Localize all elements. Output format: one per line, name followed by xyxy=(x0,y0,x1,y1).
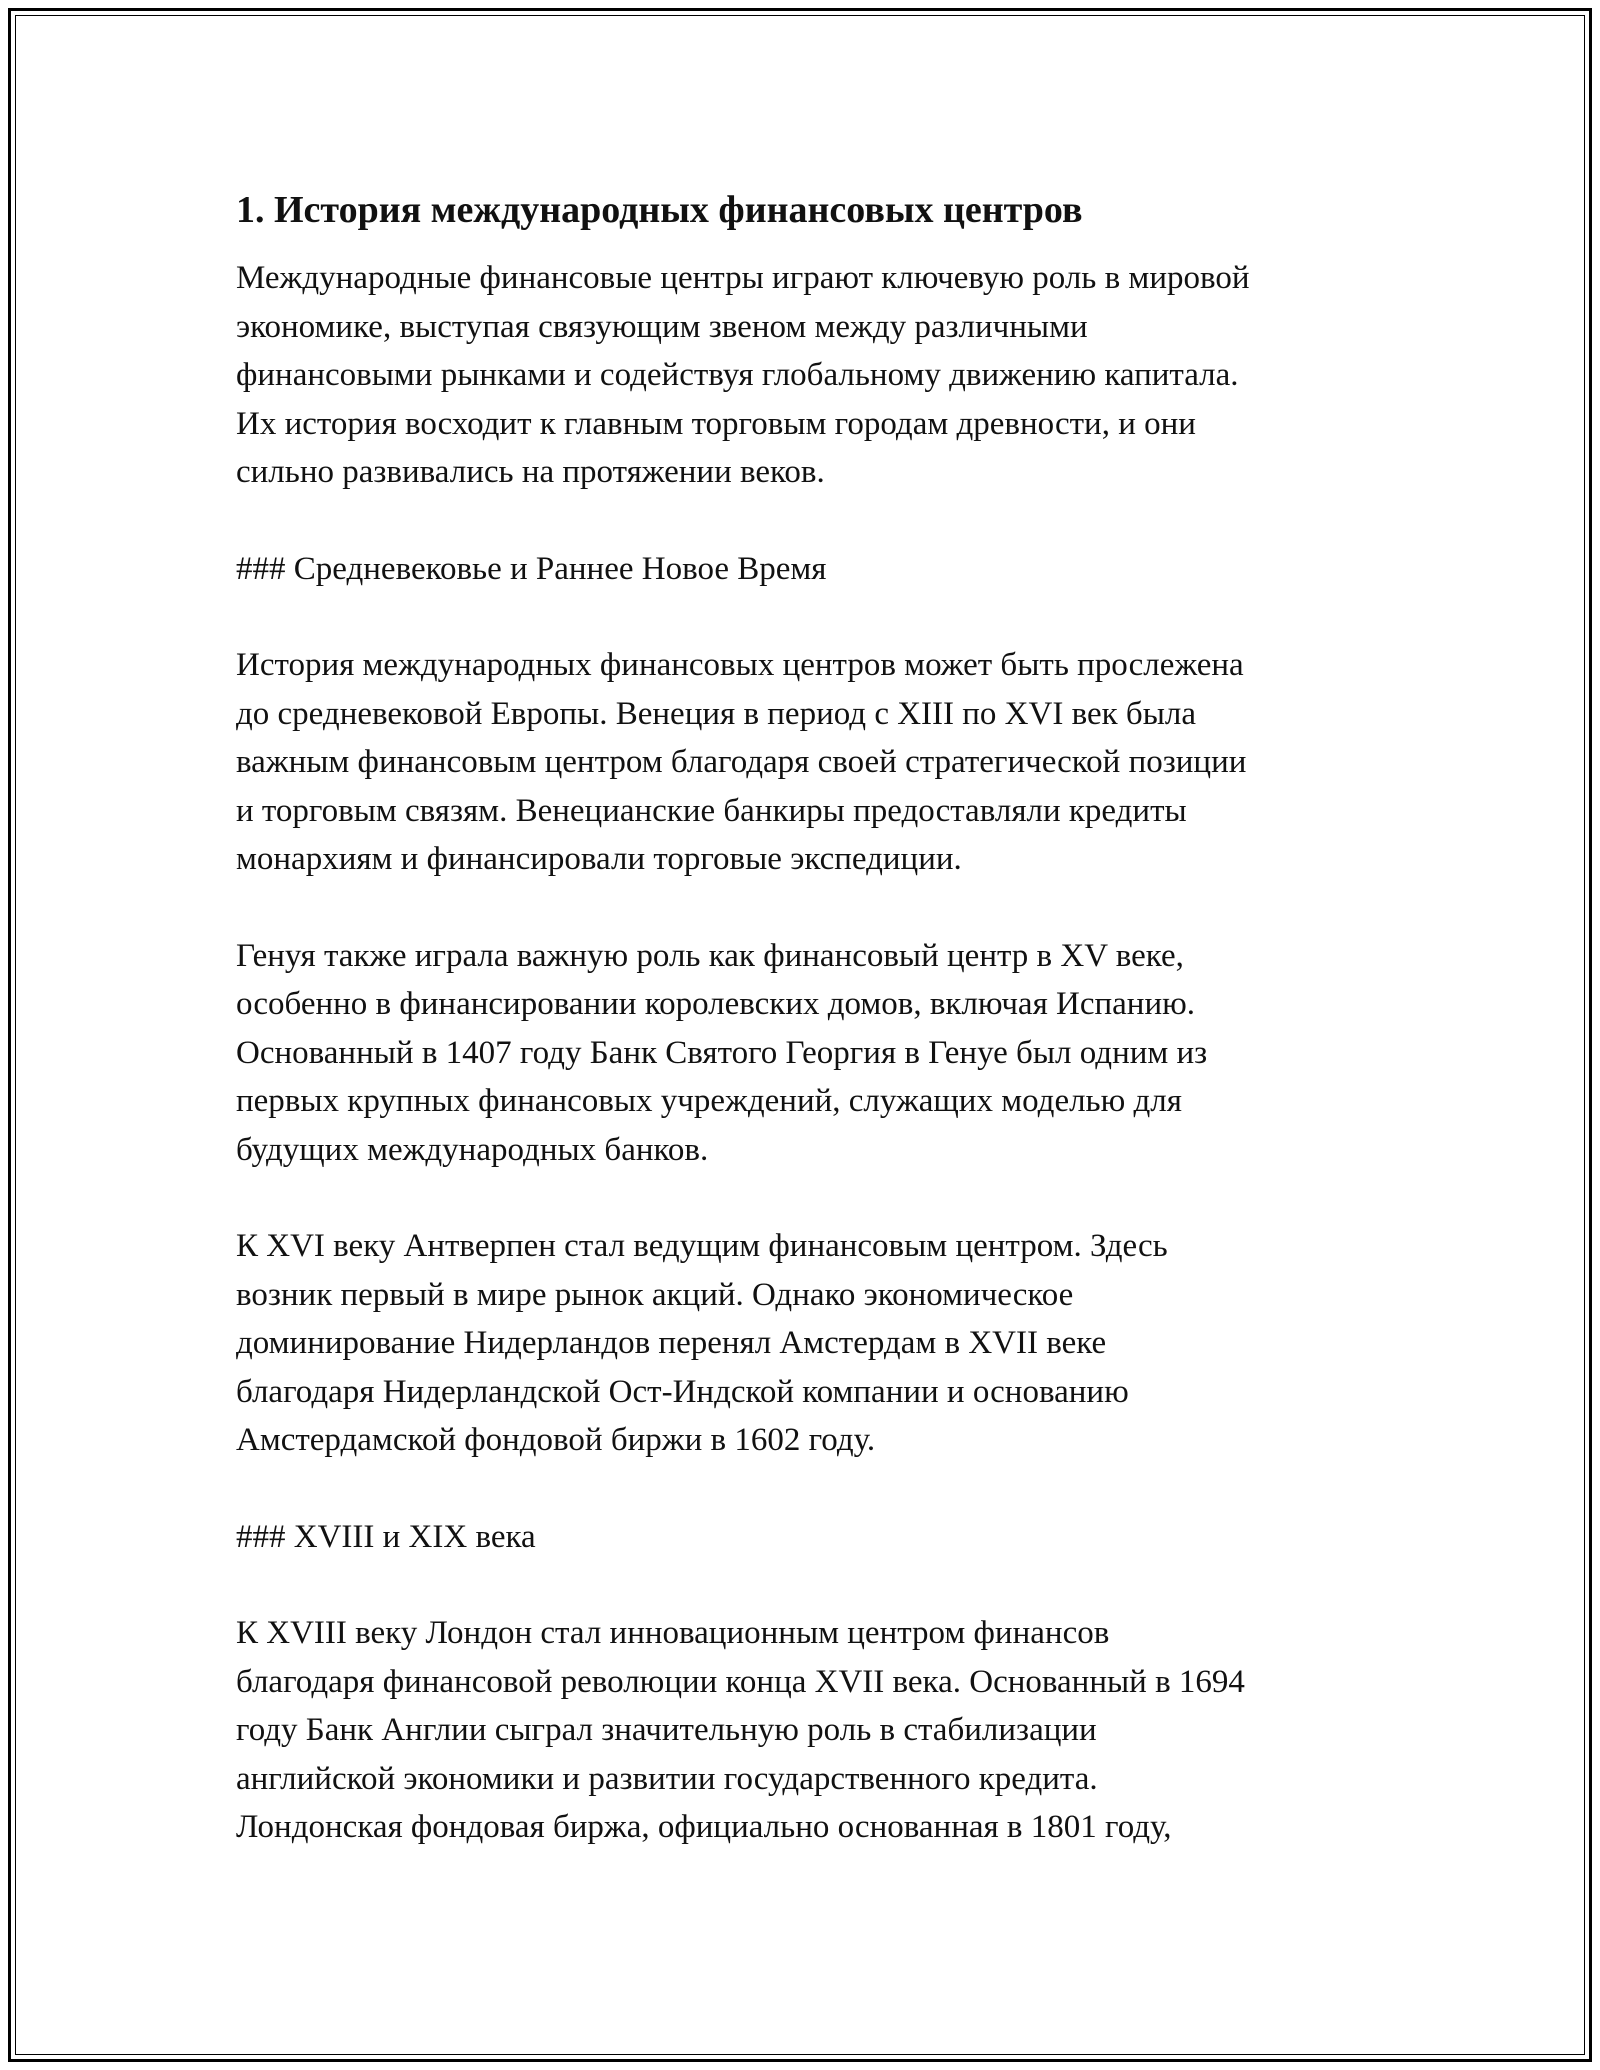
text-line: и торговым связям. Венецианские банкиры предоставляли кредиты xyxy=(236,792,1187,829)
text-line: К XVIII веку Лондон стал инновационным центром финансов xyxy=(236,1615,1110,1651)
section-heading-medieval: ### Средневековье и Раннее Новое Время xyxy=(236,550,827,587)
paragraph-venice xyxy=(236,641,1386,884)
document-title: 1. История международных финансовых центров xyxy=(236,189,1083,231)
paragraph-london xyxy=(236,1609,1386,1852)
text-line: благодаря Нидерландской Ост-Индской компании и основанию xyxy=(236,1373,1129,1410)
text-line: благодаря финансовой революции конца XVII века. Основанный в 1694 xyxy=(236,1663,1245,1700)
paragraph-antwerp xyxy=(236,1222,1386,1465)
text-line: К XVI веку Антверпен стал ведущим финансовым центром. Здесь xyxy=(236,1228,1168,1264)
text-line: возник первый в мире рынок акций. Однако экономическое xyxy=(236,1276,1074,1313)
text-line: Генуя также играла важную роль как финансовый центр в XV веке, xyxy=(236,937,1184,974)
text-line: монархиям и финансировали торговые экспедиции. xyxy=(236,841,962,877)
text-line: Амстердамской фондовой биржи в 1602 году. xyxy=(236,1422,876,1458)
text-line: важным финансовым центром благодаря своей стратегической позиции xyxy=(236,744,1247,780)
intro-paragraph xyxy=(236,254,1386,497)
text-line: особенно в финансировании королевских домов, включая Испанию. xyxy=(236,986,1196,1022)
text-line: финансовыми рынками и содействуя глобальному движению капитала. xyxy=(236,357,1239,393)
text-line: до средневековой Европы. Венеция в период с XIII по XVI век была xyxy=(236,695,1196,732)
text-line: первых крупных финансовых учреждений, служащих моделью для xyxy=(236,1083,1182,1119)
text-line: Международные финансовые центры играют ключевую роль в мировой xyxy=(236,260,1250,296)
text-line: экономике, выступая связующим звеном между различными xyxy=(236,308,1088,345)
text-line: Лондонская фондовая биржа, официально основанная в 1801 году, xyxy=(236,1809,1172,1845)
document-body xyxy=(236,186,1386,1900)
text-line: году Банк Англии сыграл значительную роль в стабилизации xyxy=(236,1712,1097,1748)
text-line: Основанный в 1407 году Банк Святого Георгия в Генуе был одним из xyxy=(236,1034,1208,1071)
text-line: Их история восходит к главным торговым городам древности, и они xyxy=(236,405,1196,442)
text-line: английской экономики и развитии государственного кредита. xyxy=(236,1760,1098,1797)
text-line: доминирование Нидерландов перенял Амстердам в XVII веке xyxy=(236,1325,1107,1361)
section-heading-18-19-centuries: ### XVIII и XIX века xyxy=(236,1518,536,1555)
text-line: сильно развивались на протяжении веков. xyxy=(236,454,825,490)
text-line: будущих международных банков. xyxy=(236,1131,709,1168)
paragraph-genoa xyxy=(236,932,1386,1175)
text-line: История международных финансовых центров может быть прослежена xyxy=(236,647,1244,683)
